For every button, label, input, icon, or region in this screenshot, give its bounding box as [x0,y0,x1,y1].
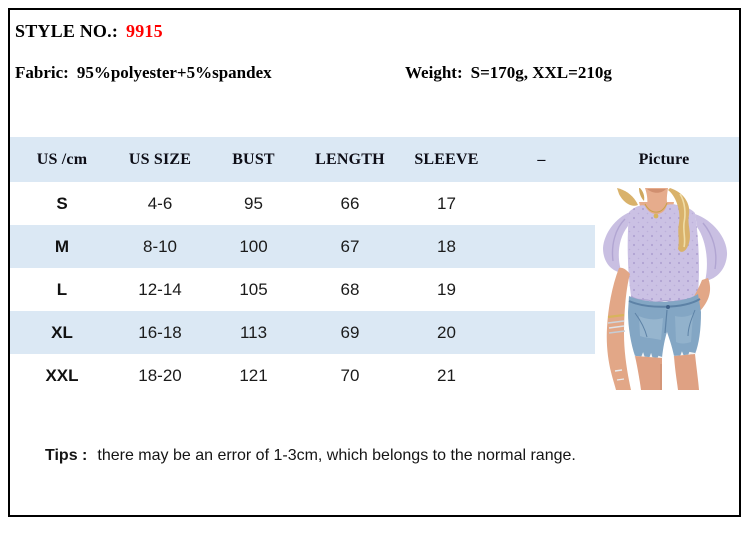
size-table-header [10,137,739,182]
product-photo [595,188,739,390]
length-cell: 66 [340,193,360,213]
dash-cell [494,268,589,311]
dash-cell [494,225,589,268]
length-cell: 69 [340,322,360,342]
size-cell: XL [51,322,73,342]
dash-cell [494,311,589,354]
fabric-label: Fabric: [15,63,69,82]
size-cell: M [54,236,70,256]
header-sleeve: SLEEVE [399,137,494,182]
sleeve-cell: 19 [437,279,456,299]
header-us-size: US SIZE [114,137,206,182]
dash-cell [494,182,589,225]
us-size-cell: 18-20 [138,365,182,385]
tips-label: Tips : [45,447,88,464]
sleeve-cell: 18 [437,236,456,256]
us-size-cell: 4-6 [147,193,173,213]
us-size-cell: 12-14 [138,279,182,299]
sleeve-cell: 21 [437,365,456,385]
us-size-cell: 8-10 [142,236,178,256]
fabric-info [15,63,272,83]
bust-cell: 105 [239,279,268,299]
bust-cell: 121 [239,365,268,385]
tips-text: there may be an error of 1-3cm, which belongs to the normal range. [97,447,576,464]
size-cell: XXL [45,365,79,385]
sleeve-cell: 17 [437,193,456,213]
header-dash: – [494,137,589,182]
weight-value: S=170g, XXL=210g [470,63,612,82]
bust-cell: 100 [239,236,268,256]
dash-cell [494,354,589,397]
header-picture: Picture [589,137,739,182]
size-chart-sheet [8,8,741,517]
weight-info [405,63,612,83]
sleeve-cell: 20 [437,322,456,342]
style-number-value: 9915 [126,21,163,41]
style-number-label: STYLE NO.: [15,21,119,41]
length-cell: 67 [340,236,360,256]
size-cell: S [56,193,68,213]
fabric-value: 95%polyester+5%spandex [76,63,272,82]
bust-cell: 113 [239,322,268,342]
header-bust: BUST [206,137,301,182]
size-cell: L [56,279,68,299]
style-number-line [15,21,163,42]
bust-cell: 95 [244,193,263,213]
tips-line [45,447,705,465]
header-length: LENGTH [301,137,399,182]
header-us-cm: US /cm [10,137,114,182]
length-cell: 68 [340,279,360,299]
header-row [10,137,739,182]
weight-label: Weight: [405,63,463,82]
us-size-cell: 16-18 [138,322,182,342]
model-illustration [595,188,739,390]
length-cell: 70 [340,365,360,385]
